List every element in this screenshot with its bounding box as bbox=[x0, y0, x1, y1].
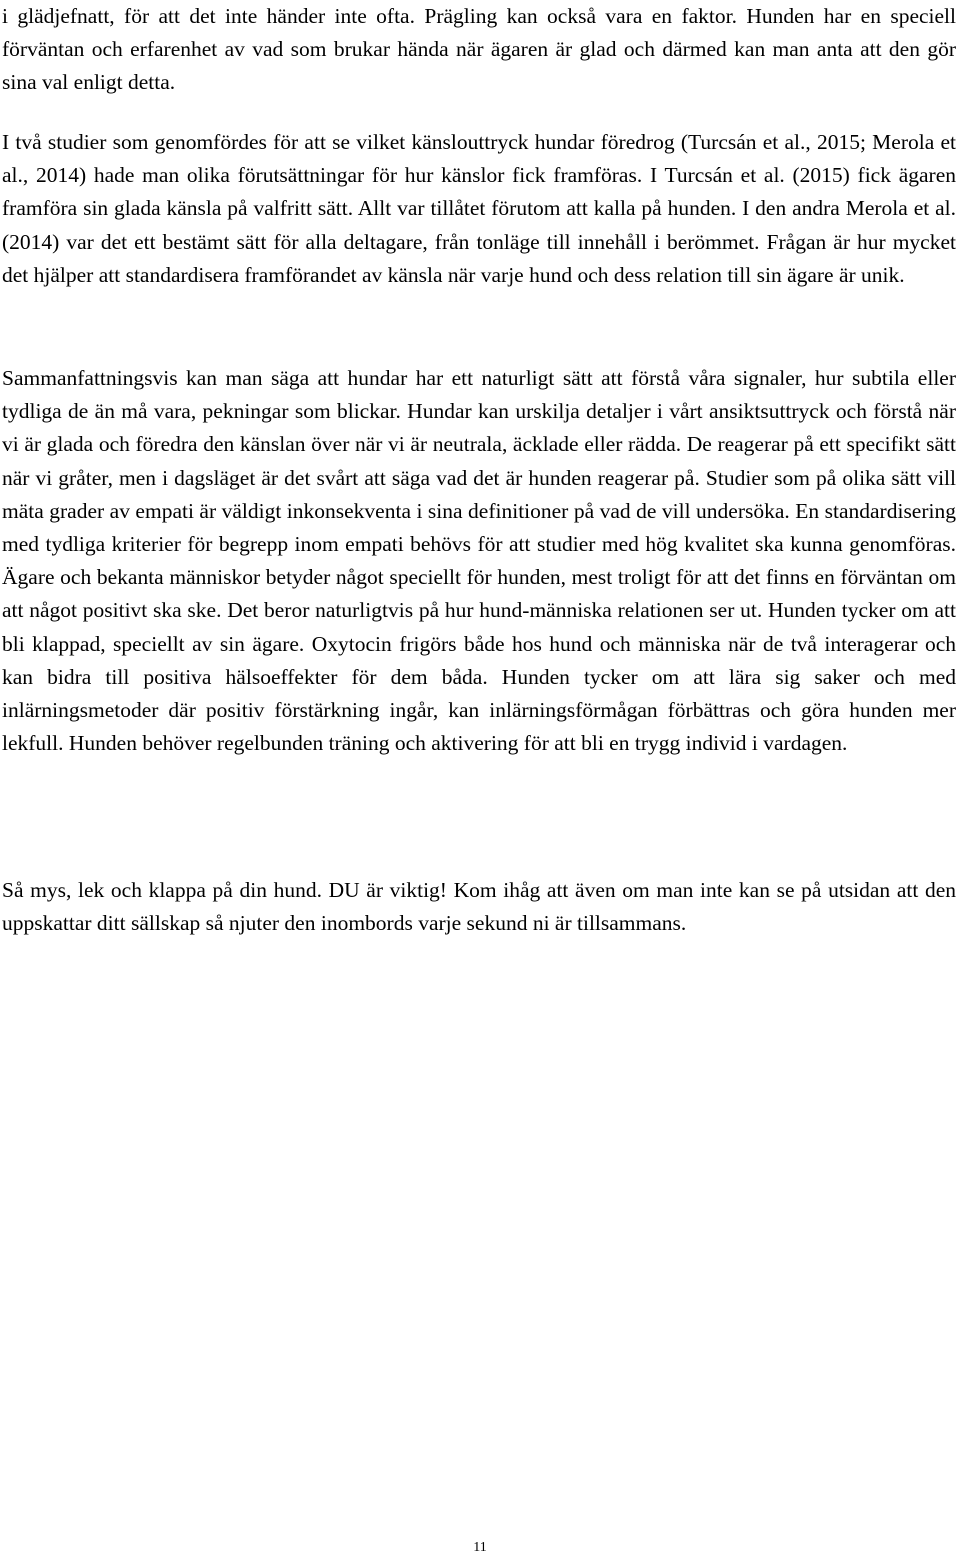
paragraph-3 bbox=[2, 362, 956, 760]
paragraph-2 bbox=[2, 126, 956, 292]
paragraph-4-text: Så mys, lek och klappa på din hund. DU är viktig! Kom ihåg att även om man inte kan se på utsidan att den uppskattar ditt sällskap så njuter den inombords varje sekund ni är tillsammans. bbox=[2, 878, 956, 936]
paragraph-4 bbox=[2, 874, 956, 940]
paragraph-3-text: Sammanfattningsvis kan man säga att hundar har ett naturligt sätt att förstå våra signaler, hur subtila eller tydliga de än må vara, pekningar som blickar. Hundar kan urskilja detaljer i vårt ansiktsuttryck och förstå när vi är glada och föredra den känslan över när vi är neutrala, äcklade eller rädda. De reagerar på ett specifikt sätt när vi gråter, men i dagsläget är det svårt att säga vad det är hunden reagerar på. Studier som på olika sätt vill mäta grader av empati är väldigt inkonsekventa i sina definitioner på vad de vill undersöka. En standardisering med tydliga kriterier för begrepp inom empati behövs för att studier med hög kvalitet ska kunna genomföras. Ägare och bekanta människor betyder något speciellt för hunden, mest troligt för att det finns en förväntan om att något positivt ska ske. Det beror naturligtvis på hur hund-människa relationen ser ut. Hunden tycker om att bli klappad, speciellt av sin ägare. Oxytocin frigörs både hos hund och människa när de två interagerar och kan bidra till positiva hälsoeffekter för dem båda. Hunden tycker om att lära sig saker och med inlärningsmetoder där positiv förstärkning ingår, kan inlärningsförmågan förbättras och göra hunden mer lekfull. Hunden behöver regelbunden träning och aktivering för att bli en trygg individ i vardagen. bbox=[2, 366, 956, 756]
paragraph-1-text: i glädjefnatt, för att det inte händer inte ofta. Prägling kan också vara en faktor. Hunden har en speciell förväntan och erfarenhet av vad som brukar hända när ägaren är glad och därmed kan man anta att den gör sina val enligt detta. bbox=[2, 4, 956, 95]
paragraph-1 bbox=[2, 0, 956, 100]
paragraph-2-text: I två studier som genomfördes för att se vilket känslouttryck hundar föredrog (Turcsán et al., 2015; Merola et al., 2014) hade man olika förutsättningar för hur känslor fick framföras. I Turcsán et al. (2015) fick ägaren framföra sin glada känsla på valfritt sätt. Allt var tillåtet förutom att kalla på hunden. I den andra Merola et al. (2014) var det ett bestämt sätt för alla deltagare, från tonläge till innehåll i berömmet. Frågan är hur mycket det hjälper att standardisera framförandet av känsla när varje hund och dess relation till sin ägare är unik. bbox=[2, 130, 956, 287]
page-number: 11 bbox=[473, 1540, 487, 1555]
